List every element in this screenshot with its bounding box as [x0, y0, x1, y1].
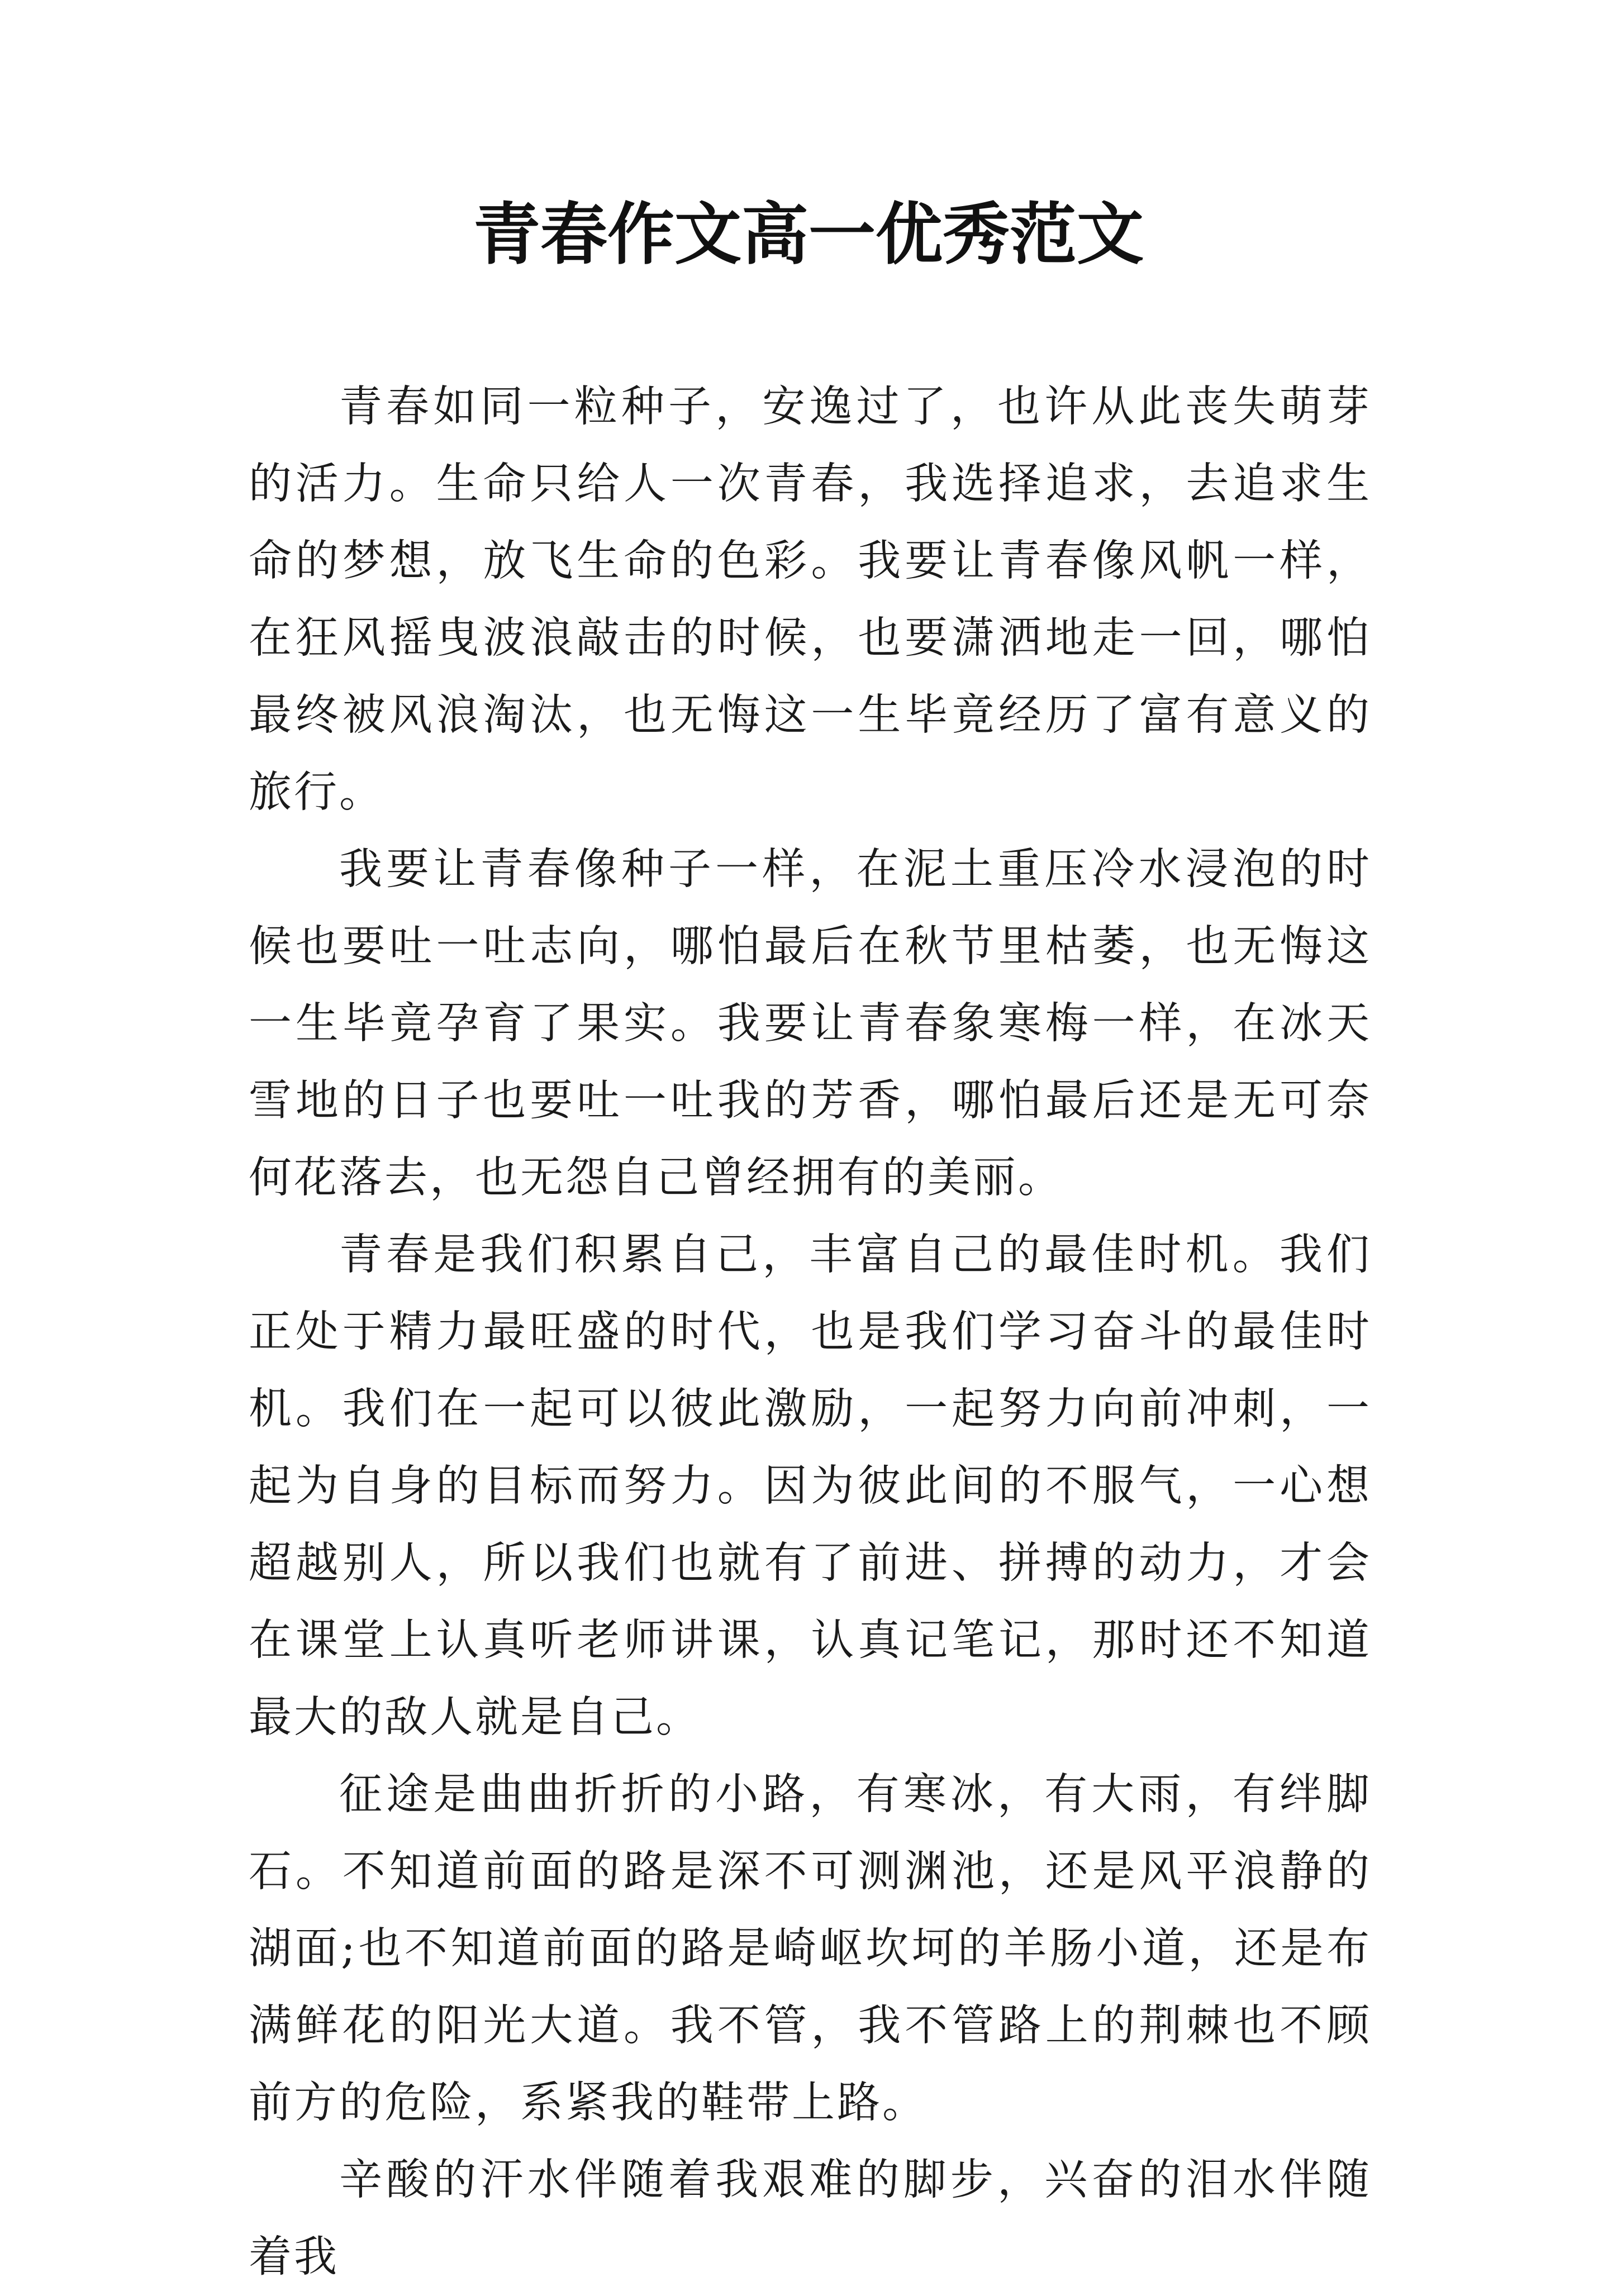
paragraph-1: 青春如同一粒种子，安逸过了，也许从此丧失萌芽的活力。生命只给人一次青春，我选择追求，去追求生命的梦想，放飞生命的色彩。我要让青春像风帆一样，在狂风摇曳波浪敲击的时候，也要潇洒地走一回，哪怕最终被风浪淘汰，也无悔这一生毕竟经历了富有意义的旅行。 [249, 382, 1372, 817]
paragraph-2: 我要让青春像种子一样，在泥土重压冷水浸泡的时候也要吐一吐志向，哪怕最后在秋节里枯萎，也无悔这一生毕竟孕育了果实。我要让青春象寒梅一样，在冰天雪地的日子也要吐一吐我的芳香，哪怕最后还是无可奈何花落去，也无怨自己曾经拥有的美丽。 [249, 845, 1372, 1203]
document-body [249, 369, 1372, 2296]
paragraph-4: 征途是曲曲折折的小路，有寒冰，有大雨，有绊脚石。不知道前面的路是深不可测渊池，还是风平浪静的湖面;也不知道前面的路是崎岖坎坷的羊肠小道，还是布满鲜花的阳光大道。我不管，我不管路上的荆棘也不顾前方的危险，系紧我的鞋带上路。 [249, 1770, 1372, 2128]
document-title: 青春作文高一优秀范文 [473, 195, 1144, 274]
paragraph-3: 青春是我们积累自己，丰富自己的最佳时机。我们正处于精力最旺盛的时代，也是我们学习奋斗的最佳时机。我们在一起可以彼此激励，一起努力向前冲刺，一起为自身的目标而努力。因为彼此间的不服气，一心想超越别人，所以我们也就有了前进、拼搏的动力，才会在课堂上认真听老师讲课，认真记笔记，那时还不知道最大的敌人就是自己。 [249, 1230, 1372, 1742]
paragraph-5: 辛酸的汗水伴随着我艰难的脚步，兴奋的泪水伴随着我 [249, 2155, 1372, 2282]
